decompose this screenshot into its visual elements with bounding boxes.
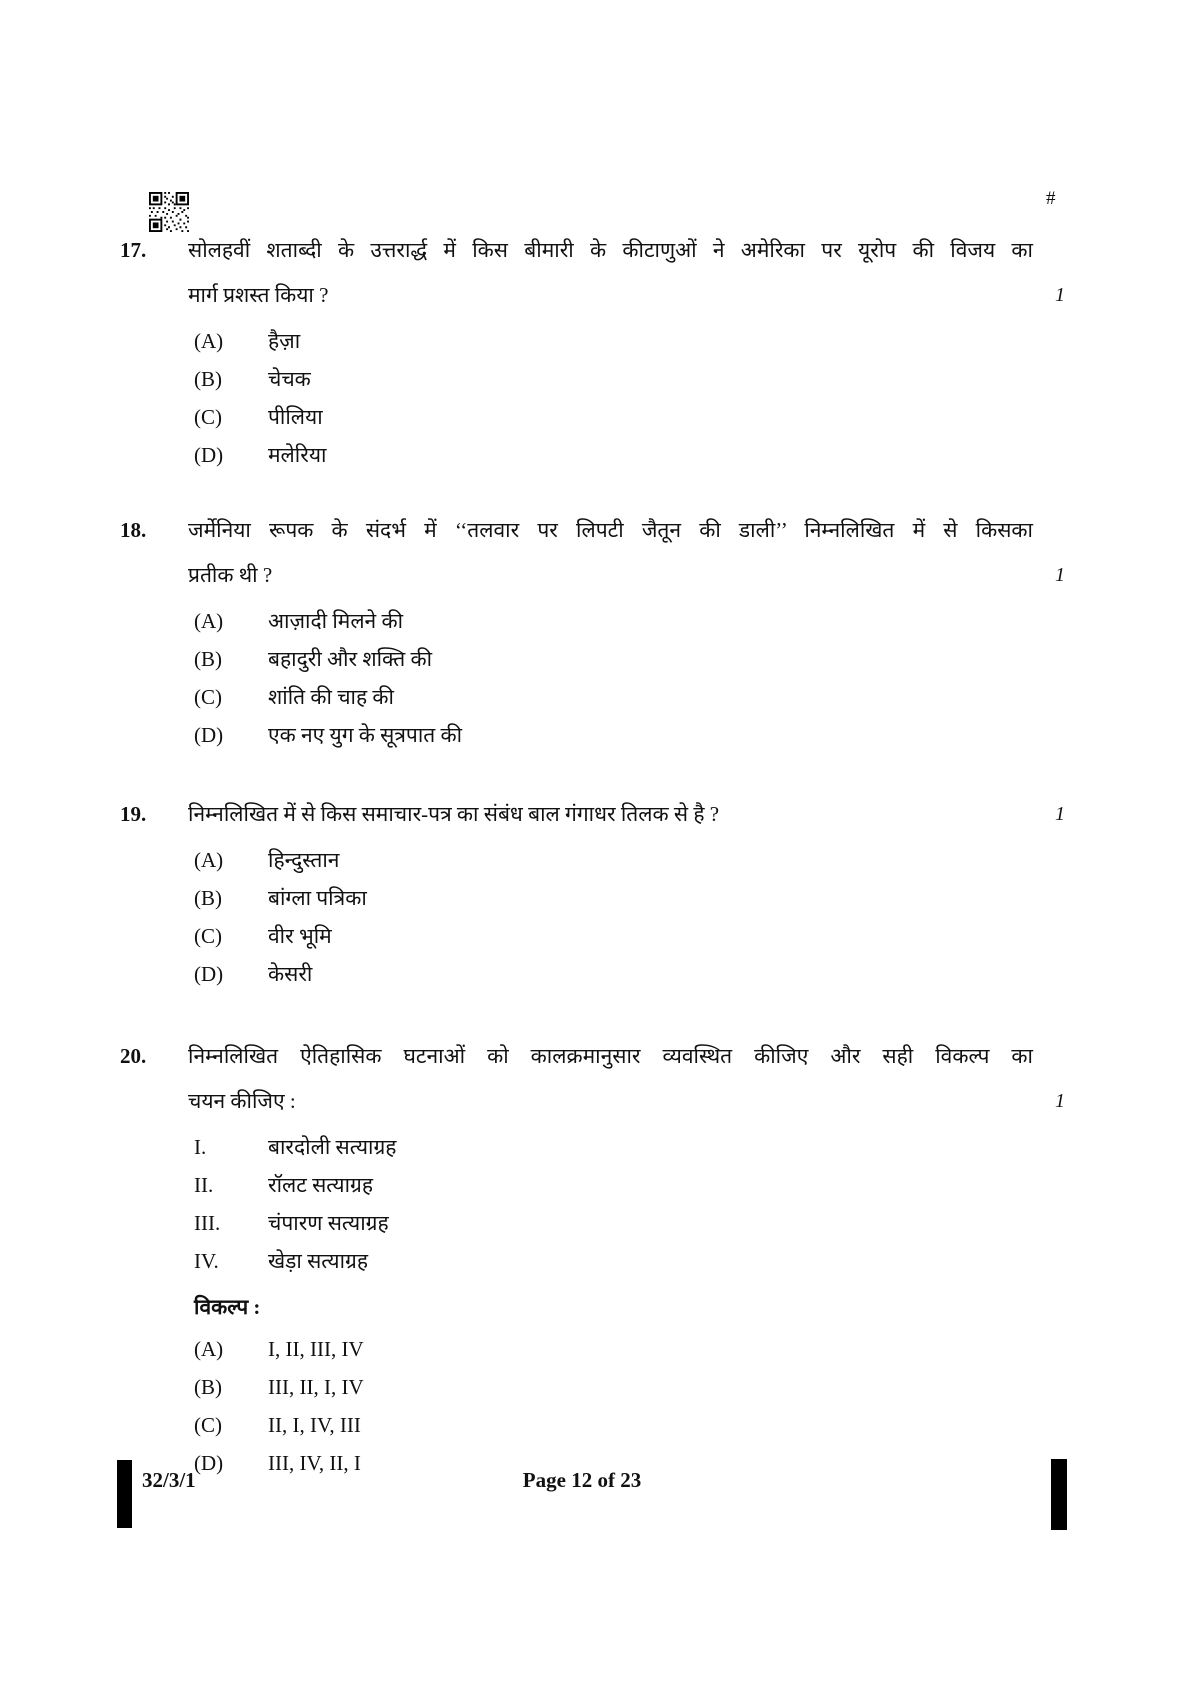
question-number: 18. [120,518,147,542]
paper-code: 32/3/1 [142,1468,196,1492]
option-text: केसरी [268,962,313,986]
option-row [120,1406,1065,1444]
list-item [120,1128,1065,1166]
question-20-options [120,1330,1065,1482]
option-text: चेचक [268,367,311,391]
question-text-line: मार्ग प्रशस्त किया ? [188,283,329,307]
list-item-text: बारदोली सत्याग्रह [268,1135,397,1159]
option-label: (A) [194,609,224,633]
question-19-head [120,792,1065,837]
question-18-options [120,602,1065,754]
question-text [188,508,1033,598]
list-item-text: खेड़ा सत्याग्रह [268,1249,369,1273]
option-row [120,322,1065,360]
option-label: (C) [194,1413,222,1437]
option-text: पीलिया [268,405,323,429]
question-text-line: निम्नलिखित ऐतिहासिक घटनाओं को कालक्रमानुसार व्यवस्थित कीजिए और सही विकल्प का [188,1044,1033,1068]
option-row [120,841,1065,879]
question-number: 19. [120,802,147,826]
option-row [120,602,1065,640]
option-text: एक नए युग के सूत्रपात की [268,723,463,747]
question-18 [120,508,1065,754]
option-row [120,678,1065,716]
option-row [120,955,1065,993]
question-17 [120,228,1065,474]
option-text: आज़ादी मिलने की [268,609,404,633]
list-item [120,1204,1065,1242]
question-number: 17. [120,238,147,262]
option-text: हिन्दुस्तान [268,848,340,872]
option-text: मलेरिया [268,443,327,467]
question-text-line: निम्नलिखित में से किस समाचार-पत्र का संबंध बाल गंगाधर तिलक से है ? [188,802,720,826]
option-row [120,436,1065,474]
marks-value: 1 [1055,564,1065,586]
qr-code-icon [149,192,189,232]
marks-value: 1 [1055,1090,1065,1112]
list-item-label: I. [194,1135,207,1159]
option-text: III, II, I, IV [268,1375,364,1399]
option-row [120,716,1065,754]
option-label: (C) [194,924,222,948]
hash-symbol: # [1046,188,1056,209]
question-text-line: सोलहवीं शताब्दी के उत्तरार्द्ध में किस बीमारी के कीटाणुओं ने अमेरिका पर यूरोप की विजय का [188,238,1033,262]
option-label: (D) [194,962,224,986]
option-text: शांति की चाह की [268,685,394,709]
question-text-line: चयन कीजिए : [188,1089,296,1113]
question-text [188,792,1033,837]
marks-value: 1 [1055,803,1065,825]
questions-area [120,228,1065,1482]
question-18-head [120,508,1065,598]
question-text [188,1034,1033,1124]
option-label: (A) [194,1337,224,1361]
question-19 [120,792,1065,993]
option-label: (B) [194,1375,222,1399]
option-text: हैज़ा [268,329,301,353]
question-17-options [120,322,1065,474]
option-label: (B) [194,647,222,671]
page-number: Page 12 of 23 [522,1468,642,1492]
option-label: (C) [194,405,222,429]
option-text: I, II, III, IV [268,1337,364,1361]
option-row [120,879,1065,917]
option-text: बहादुरी और शक्ति की [268,647,433,671]
question-20-items [120,1128,1065,1280]
question-text-line: जर्मेनिया रूपक के संदर्भ में ‘‘तलवार पर लिपटी जैतून की डाली’’ निम्नलिखित में से किसका [188,518,1033,542]
option-label: (C) [194,685,222,709]
marks-value: 1 [1055,284,1065,306]
question-17-head [120,228,1065,318]
question-20-head [120,1034,1065,1124]
list-item-label: IV. [194,1249,219,1273]
option-row [120,360,1065,398]
option-row [120,1368,1065,1406]
question-text [188,228,1033,318]
question-text-line: प्रतीक थी ? [188,563,273,587]
question-19-options [120,841,1065,993]
list-item-label: III. [194,1211,221,1235]
option-label: (D) [194,1451,224,1475]
options-heading: विकल्प : [194,1295,261,1319]
option-label: (D) [194,723,224,747]
list-item-label: II. [194,1173,214,1197]
question-20 [120,1034,1065,1482]
option-label: (B) [194,367,222,391]
option-row [120,1330,1065,1368]
list-item-text: रॉलट सत्याग्रह [268,1173,373,1197]
option-row [120,398,1065,436]
option-text: II, I, IV, III [268,1413,361,1437]
question-number: 20. [120,1044,147,1068]
option-row [120,640,1065,678]
option-row [120,917,1065,955]
footer-bar-right [1051,1459,1067,1530]
list-item [120,1166,1065,1204]
option-text: वीर भूमि [268,924,332,948]
option-text: बांग्ला पत्रिका [268,886,367,910]
option-label: (A) [194,848,224,872]
option-label: (D) [194,443,224,467]
list-item-text: चंपारण सत्याग्रह [268,1211,389,1235]
list-item [120,1242,1065,1280]
option-label: (A) [194,329,224,353]
option-label: (B) [194,886,222,910]
option-text: III, IV, II, I [268,1451,361,1475]
